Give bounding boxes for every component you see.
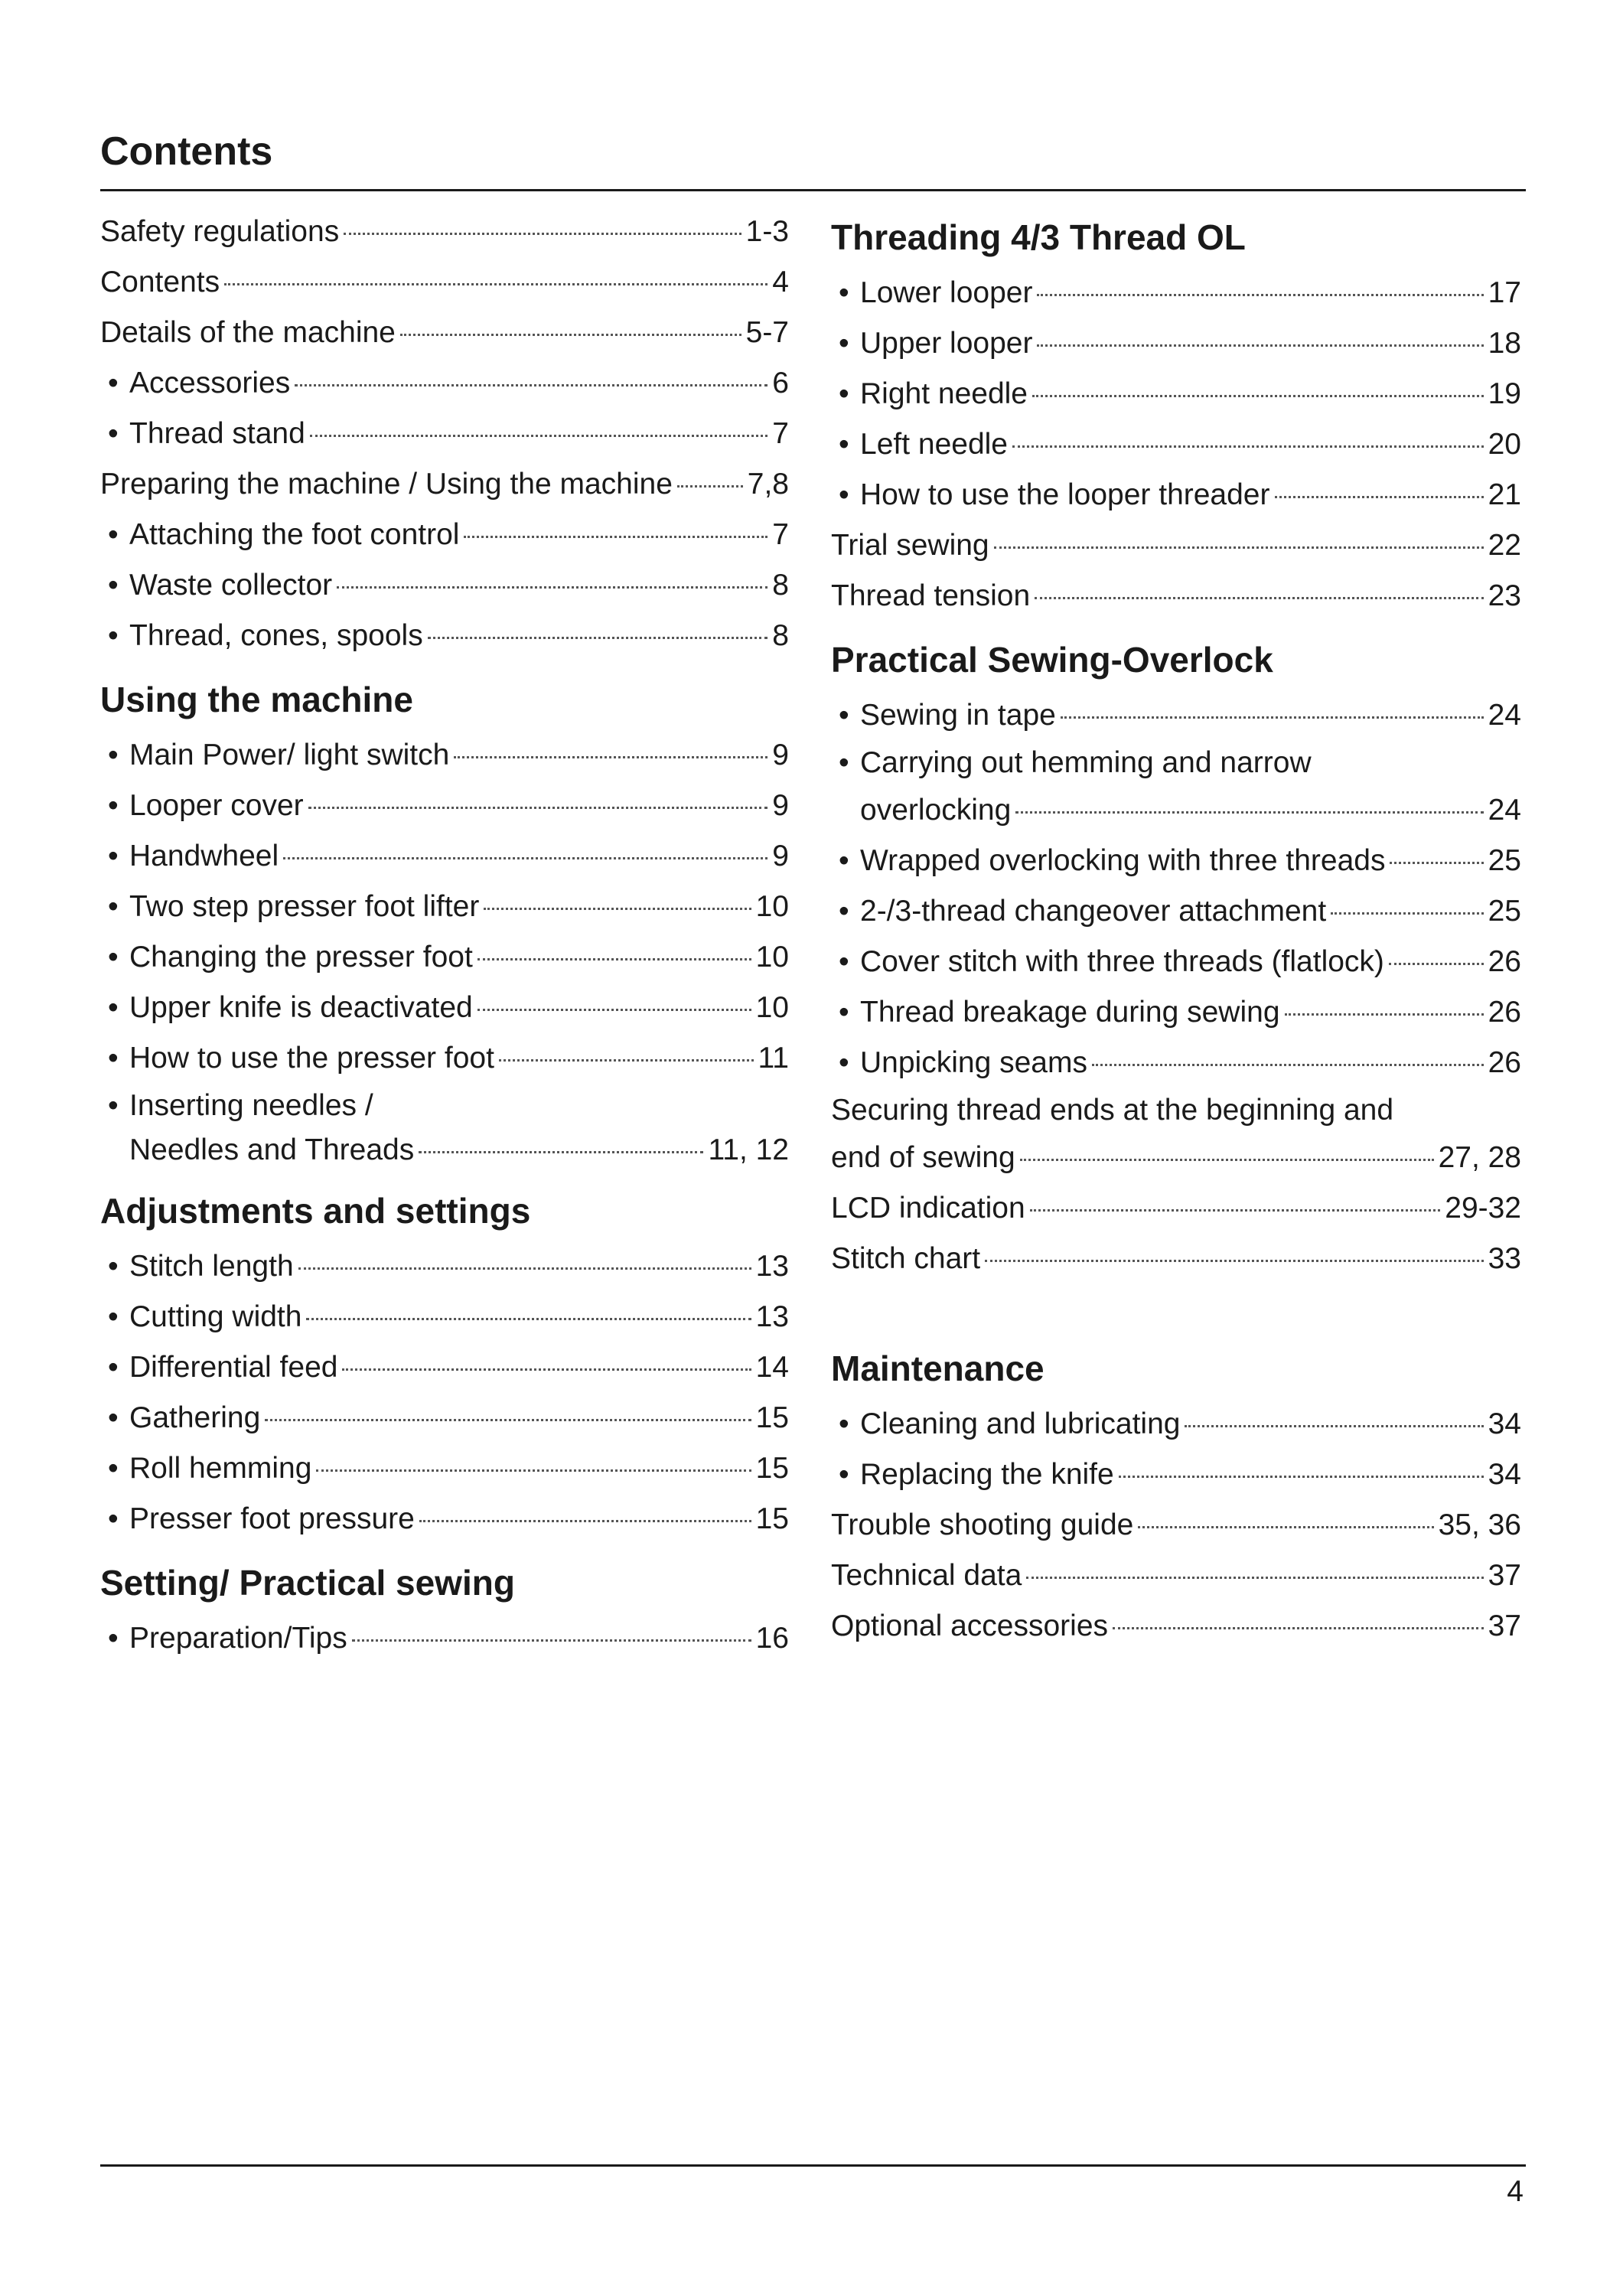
toc-entry-page: 1-3: [745, 215, 789, 248]
dot-leader: [1015, 811, 1483, 814]
bullet: •: [108, 1401, 119, 1434]
toc-entry-page: 17: [1488, 276, 1521, 309]
top-divider: [100, 189, 1526, 191]
dot-leader: [419, 1151, 703, 1153]
toc-entry-page: 23: [1488, 579, 1521, 612]
dot-leader: [1026, 1577, 1483, 1579]
toc-entry-label: Gathering: [129, 1401, 261, 1434]
toc-entry[interactable]: [831, 470, 1521, 520]
bullet: •: [839, 327, 849, 360]
toc-entry-label: Cleaning and lubricating: [860, 1407, 1181, 1440]
toc-entry-page: 4: [772, 266, 789, 298]
toc-entry-page: 7,8: [747, 468, 789, 501]
toc-entry-page: 15: [755, 1401, 789, 1434]
toc-entry[interactable]: [831, 690, 1521, 741]
toc-entry[interactable]: [100, 932, 789, 983]
dot-leader: [677, 485, 743, 488]
dot-leader: [1020, 1159, 1434, 1161]
bullet: •: [839, 1046, 849, 1079]
toc-entry-label: Stitch length: [129, 1250, 294, 1283]
section-heading-threading: Threading 4/3 Thread OL: [831, 217, 1246, 257]
bullet: •: [839, 377, 849, 410]
toc-entry-label: Looper cover: [129, 789, 304, 822]
dot-leader: [1032, 395, 1484, 397]
toc-entry-label: How to use the looper threader: [860, 478, 1270, 511]
toc-entry-label-continued: end of sewing: [831, 1141, 1015, 1174]
toc-entry-page: 21: [1488, 478, 1521, 511]
toc-entry[interactable]: [100, 257, 789, 308]
toc-entry-page: 5-7: [745, 316, 789, 349]
dot-leader: [400, 334, 741, 336]
dot-leader: [1092, 1064, 1484, 1066]
toc-entry-label: Thread, cones, spools: [129, 619, 423, 652]
toc-entry-page: 9: [772, 840, 789, 872]
toc-entry-page: 33: [1488, 1242, 1521, 1275]
toc-entry-label: Two step presser foot lifter: [129, 890, 480, 923]
toc-entry[interactable]: [100, 1393, 789, 1443]
toc-entry[interactable]: [831, 369, 1521, 419]
toc-entry-page: 14: [755, 1351, 789, 1384]
toc-entry[interactable]: [831, 318, 1521, 369]
bullet: •: [839, 1458, 849, 1491]
toc-entry-page: 10: [755, 991, 789, 1024]
toc-entry-page: 9: [772, 789, 789, 822]
toc-entry-label: Thread tension: [831, 579, 1031, 612]
bullet: •: [108, 739, 119, 771]
toc-entry-page: 9: [772, 739, 789, 771]
dot-leader: [352, 1639, 751, 1642]
toc-entry[interactable]: [831, 1601, 1521, 1652]
toc-entry-label: Attaching the foot control: [129, 518, 460, 551]
bullet: •: [839, 996, 849, 1029]
bullet: •: [108, 619, 119, 652]
toc-entry[interactable]: [831, 268, 1521, 318]
toc-entry-label: Details of the machine: [100, 316, 396, 349]
toc-entry-label: Roll hemming: [129, 1452, 312, 1485]
bullet: •: [108, 789, 119, 822]
toc-entry-label: Contents: [100, 266, 220, 298]
dot-leader: [308, 807, 768, 809]
toc-entry-page: 29-32: [1445, 1192, 1521, 1225]
toc-entry-page: 13: [755, 1250, 789, 1283]
toc-entry-page: 11, 12: [708, 1133, 789, 1166]
toc-entry-label: Differential feed: [129, 1351, 338, 1384]
dot-leader: [477, 1009, 751, 1011]
toc-entry[interactable]: [100, 1241, 789, 1292]
dot-leader: [1113, 1627, 1484, 1629]
toc-entry-label: LCD indication: [831, 1192, 1025, 1225]
page-number: 4: [1507, 2175, 1524, 2208]
toc-entry[interactable]: [831, 836, 1521, 886]
bullet: •: [839, 699, 849, 732]
bullet: •: [108, 1622, 119, 1655]
toc-entry-page: 10: [755, 941, 789, 974]
toc-entry-label: Upper knife is deactivated: [129, 991, 473, 1024]
bullet: •: [839, 428, 849, 461]
toc-entry-label: Safety regulations: [100, 215, 340, 248]
dot-leader: [283, 857, 768, 859]
toc-entry-page: 25: [1488, 844, 1521, 877]
dot-leader: [306, 1318, 751, 1320]
toc-entry[interactable]: [100, 831, 789, 882]
toc-entry-label: Replacing the knife: [860, 1458, 1114, 1491]
toc-entry[interactable]: [831, 741, 1521, 836]
bullet: •: [108, 890, 119, 923]
bullet: •: [108, 1089, 119, 1122]
toc-entry-page: 8: [772, 569, 789, 602]
bullet: •: [108, 1502, 119, 1535]
toc-entry-page: 16: [755, 1622, 789, 1655]
toc-entry[interactable]: [831, 1038, 1521, 1088]
dot-leader: [484, 908, 751, 910]
toc-entry[interactable]: [831, 1088, 1521, 1183]
bullet: •: [839, 478, 849, 511]
toc-entry-label: Thread stand: [129, 417, 305, 450]
toc-right-column: [831, 207, 1521, 1652]
dot-leader: [1275, 496, 1484, 498]
toc-entry-label: Securing thread ends at the beginning and: [831, 1094, 1394, 1127]
toc-entry[interactable]: [831, 1551, 1521, 1601]
toc-entry-label: Optional accessories: [831, 1609, 1109, 1642]
toc-entry[interactable]: [100, 358, 789, 409]
toc-entry[interactable]: [831, 1183, 1521, 1234]
bullet: •: [108, 417, 119, 450]
bottom-divider: [100, 2164, 1526, 2167]
dot-leader: [224, 283, 768, 285]
bullet: •: [108, 1250, 119, 1283]
bullet: •: [108, 518, 119, 551]
dot-leader: [419, 1520, 751, 1522]
bullet: •: [108, 1351, 119, 1384]
dot-leader: [344, 233, 741, 235]
toc-entry[interactable]: [831, 419, 1521, 470]
bullet: •: [839, 276, 849, 309]
bullet: •: [108, 569, 119, 602]
dot-leader: [1012, 445, 1484, 448]
dot-leader: [428, 637, 768, 639]
dot-leader: [310, 435, 768, 437]
dot-leader: [1037, 344, 1483, 347]
bullet: •: [839, 945, 849, 978]
toc-entry-page: 19: [1488, 377, 1521, 410]
dot-leader: [464, 536, 768, 538]
toc-entry[interactable]: [831, 571, 1521, 621]
toc-entry-page: 20: [1488, 428, 1521, 461]
section-heading-using-machine: Using the machine: [100, 680, 413, 719]
toc-entry-label: Stitch chart: [831, 1242, 981, 1275]
toc-entry[interactable]: [831, 886, 1521, 937]
toc-entry-page: 27, 28: [1438, 1141, 1521, 1174]
page-title: Contents: [100, 129, 273, 174]
toc-entry[interactable]: [100, 1084, 789, 1172]
toc-entry-page: 15: [755, 1502, 789, 1535]
toc-entry-label: Left needle: [860, 428, 1009, 461]
toc-entry[interactable]: [100, 510, 789, 560]
toc-entry[interactable]: [100, 611, 789, 661]
toc-entry-label: Thread breakage during sewing: [860, 996, 1280, 1029]
toc-entry-page: 26: [1488, 996, 1521, 1029]
toc-entry-label: 2-/3-thread changeover attachment: [860, 895, 1327, 928]
toc-entry-label: Upper looper: [860, 327, 1033, 360]
toc-entry[interactable]: [100, 1494, 789, 1544]
toc-entry[interactable]: [100, 560, 789, 611]
dot-leader: [316, 1469, 751, 1472]
toc-entry[interactable]: [100, 882, 789, 932]
toc-entry-page: 34: [1488, 1407, 1521, 1440]
toc-entry-label: Waste collector: [129, 569, 333, 602]
toc-entry[interactable]: [100, 207, 789, 257]
toc-entry[interactable]: [100, 308, 789, 358]
toc-entry-page: 37: [1488, 1559, 1521, 1592]
toc-entry[interactable]: [100, 1342, 789, 1393]
toc-entry-label-continued: overlocking: [860, 794, 1012, 827]
toc-entry-label: Lower looper: [860, 276, 1033, 309]
toc-entry-label: Carrying out hemming and narrow: [860, 746, 1312, 779]
toc-entry-label: Cutting width: [129, 1300, 302, 1333]
dot-leader: [499, 1059, 754, 1062]
dot-leader: [295, 384, 768, 386]
dot-leader: [1285, 1013, 1484, 1016]
dot-leader: [342, 1368, 751, 1371]
dot-leader: [1185, 1425, 1483, 1427]
bullet: •: [108, 941, 119, 974]
toc-entry-page: 24: [1488, 794, 1521, 827]
toc-entry[interactable]: [831, 1234, 1521, 1284]
bullet: •: [839, 844, 849, 877]
dot-leader: [1389, 963, 1484, 965]
toc-entry[interactable]: [831, 1500, 1521, 1551]
toc-entry[interactable]: [100, 1443, 789, 1494]
toc-entry-label: Presser foot pressure: [129, 1502, 415, 1535]
toc-entry-page: 7: [772, 417, 789, 450]
toc-entry[interactable]: [100, 1292, 789, 1342]
toc-entry-page: 15: [755, 1452, 789, 1485]
dot-leader: [1061, 716, 1484, 719]
toc-entry[interactable]: [831, 1450, 1521, 1500]
toc-entry-label: Handwheel: [129, 840, 279, 872]
toc-entry-page: 26: [1488, 1046, 1521, 1079]
toc-entry-page: 25: [1488, 895, 1521, 928]
toc-entry-page: 8: [772, 619, 789, 652]
dot-leader: [298, 1267, 751, 1270]
toc-entry-label: Preparation/Tips: [129, 1622, 347, 1655]
bullet: •: [839, 895, 849, 928]
toc-entry[interactable]: [100, 730, 789, 781]
bullet: •: [839, 1407, 849, 1440]
bullet: •: [108, 991, 119, 1024]
toc-entry[interactable]: [831, 1399, 1521, 1450]
toc-entry-label: Preparing the machine / Using the machine: [100, 468, 673, 501]
toc-entry-page: 6: [772, 367, 789, 400]
dot-leader: [994, 546, 1484, 549]
toc-entry-page: 26: [1488, 945, 1521, 978]
dot-leader: [337, 586, 768, 589]
toc-entry-page: 35, 36: [1438, 1508, 1521, 1541]
bullet: •: [108, 840, 119, 872]
toc-entry-label: Trial sewing: [831, 529, 989, 562]
dot-leader: [1138, 1526, 1433, 1528]
toc-entry-label: How to use the presser foot: [129, 1042, 494, 1075]
toc-entry-page: 37: [1488, 1609, 1521, 1642]
toc-entry-label: Inserting needles /: [129, 1089, 373, 1122]
toc-entry-page: 10: [755, 890, 789, 923]
toc-entry-label: Technical data: [831, 1559, 1022, 1592]
toc-entry-page: 22: [1488, 529, 1521, 562]
toc-entry-label-continued: Needles and Threads: [129, 1133, 415, 1166]
dot-leader: [1037, 294, 1483, 296]
dot-leader: [1030, 1209, 1441, 1212]
toc-entry-label: Sewing in tape: [860, 699, 1056, 732]
toc-entry[interactable]: [100, 1033, 789, 1084]
toc-entry[interactable]: [100, 409, 789, 459]
dot-leader: [477, 958, 751, 960]
bullet: •: [108, 1452, 119, 1485]
toc-entry[interactable]: [831, 520, 1521, 571]
dot-leader: [1119, 1476, 1484, 1478]
bullet: •: [108, 1042, 119, 1075]
toc-entry[interactable]: [100, 983, 789, 1033]
dot-leader: [985, 1260, 1484, 1262]
toc-entry-page: 7: [772, 518, 789, 551]
dot-leader: [454, 756, 768, 758]
bullet: •: [108, 367, 119, 400]
toc-entry[interactable]: [100, 1613, 789, 1664]
toc-entry-label: Main Power/ light switch: [129, 739, 450, 771]
toc-entry-label: Trouble shooting guide: [831, 1508, 1134, 1541]
toc-entry[interactable]: [100, 781, 789, 831]
toc-entry-label: Unpicking seams: [860, 1046, 1087, 1079]
toc-entry-page: 24: [1488, 699, 1521, 732]
toc-entry-label: Right needle: [860, 377, 1028, 410]
dot-leader: [1035, 597, 1483, 599]
toc-entry-label: Wrapped overlocking with three threads: [860, 844, 1386, 877]
toc-entry-page: 34: [1488, 1458, 1521, 1491]
dot-leader: [1390, 862, 1483, 864]
dot-leader: [265, 1419, 751, 1421]
section-heading-setting: Setting/ Practical sewing: [100, 1563, 515, 1603]
section-heading-adjustments: Adjustments and settings: [100, 1191, 531, 1231]
toc-entry[interactable]: [831, 937, 1521, 987]
section-heading-maintenance: Maintenance: [831, 1349, 1045, 1388]
bullet: •: [839, 746, 849, 779]
toc-left-column: [100, 207, 789, 1664]
toc-entry-label: Changing the presser foot: [129, 941, 473, 974]
bullet: •: [108, 1300, 119, 1333]
section-heading-practical-overlock: Practical Sewing-Overlock: [831, 640, 1273, 680]
dot-leader: [1331, 912, 1483, 915]
toc-entry[interactable]: [100, 459, 789, 510]
toc-entry-page: 18: [1488, 327, 1521, 360]
toc-entry-label: Cover stitch with three threads (flatlock): [860, 945, 1384, 978]
toc-entry-page: 13: [755, 1300, 789, 1333]
toc-entry-label: Accessories: [129, 367, 291, 400]
toc-entry-page: 11: [758, 1042, 789, 1075]
toc-entry[interactable]: [831, 987, 1521, 1038]
